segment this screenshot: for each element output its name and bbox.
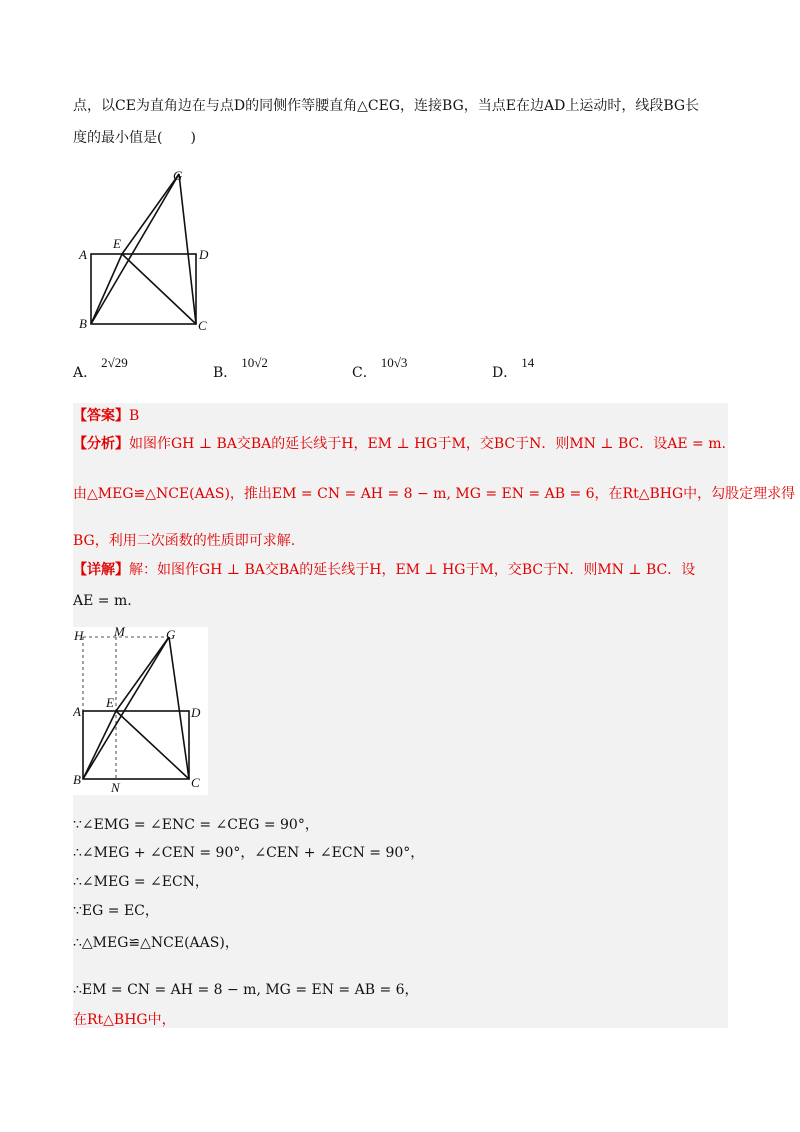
label-e: E [113,236,121,251]
analysis-line-2: 由△MEG≌△NCE(AAS)，推出EM = CN = AH = 8 − m, MG = EN = AB = 6，在Rt△BHG中，勾股定理求得 [73,486,796,502]
analysis-text-1: 如图作GH ⊥ BA交BA的延长线于H，EM ⊥ HG于M，交BC于N．则MN ⊥ BC．设AE = m. [129,436,726,452]
answer-line [73,406,139,426]
label-g: G [173,168,183,183]
option-a-value: 2√29 [101,355,128,370]
label-c2: C [191,775,200,790]
label-g2: G [166,627,176,642]
option-c-value: 10√3 [380,355,408,370]
detail-line-1 [73,560,695,580]
step-3: ∴∠MEG = ∠ECN， [73,874,209,890]
option-b-value: 10√2 [241,355,268,370]
figure-construction [73,627,208,795]
label-c: C [198,318,207,333]
label-b2: B [73,772,81,787]
analysis-line-3: BG，利用二次函数的性质即可求解. [73,533,296,549]
step-7: 在Rt△BHG中， [73,1012,176,1028]
label-b: B [79,316,87,331]
option-c-letter: C． [352,365,377,381]
analysis-line-1 [73,434,726,454]
question-line-2: 度的最小值是( ) [73,130,196,146]
step-6: ∴EM = CN = AH = 8 − m, MG = EN = AB = 6， [73,982,419,998]
step-2: ∴∠MEG + ∠CEN = 90°，∠CEN + ∠ECN = 90°， [73,845,425,861]
label-h: H [74,628,84,643]
analysis-tag: 【分析】 [73,436,129,452]
option-d-value: 14 [521,355,535,370]
label-d2: D [191,705,201,720]
label-n2: N [111,780,120,795]
option-b-letter: B． [213,365,238,381]
step-4: ∵EG = EC， [73,903,159,919]
figure-rectangle-triangle [73,168,223,338]
label-m: M [114,627,125,639]
label-a: A [79,247,87,262]
step-5: ∴△MEG≌△NCE(AAS)， [73,935,239,951]
option-b[interactable] [213,355,268,382]
step-1: ∵∠EMG = ∠ENC = ∠CEG = 90°， [73,817,319,833]
label-d: D [199,247,209,262]
option-d-letter: D． [492,365,518,381]
option-a[interactable] [73,355,128,382]
detail-line-2: AE = m. [73,593,132,609]
detail-text-1: 解：如图作GH ⊥ BA交BA的延长线于H，EM ⊥ HG于M，交BC于N．则MN ⊥ BC．设 [129,562,696,578]
label-a2: A [73,704,81,719]
detail-tag: 【详解】 [73,562,129,578]
question-line-1: 点，以CE为直角边在与点D的同侧作等腰直角△CEG，连接BG，当点E在边AD上运动时，线段BG长 [73,98,700,114]
answer-tag: 【答案】 [73,408,129,424]
answer-value: B [129,408,140,424]
option-a-letter: A． [73,365,98,381]
option-c[interactable] [352,355,408,382]
option-d[interactable] [492,355,535,382]
label-e2: E [106,695,114,710]
